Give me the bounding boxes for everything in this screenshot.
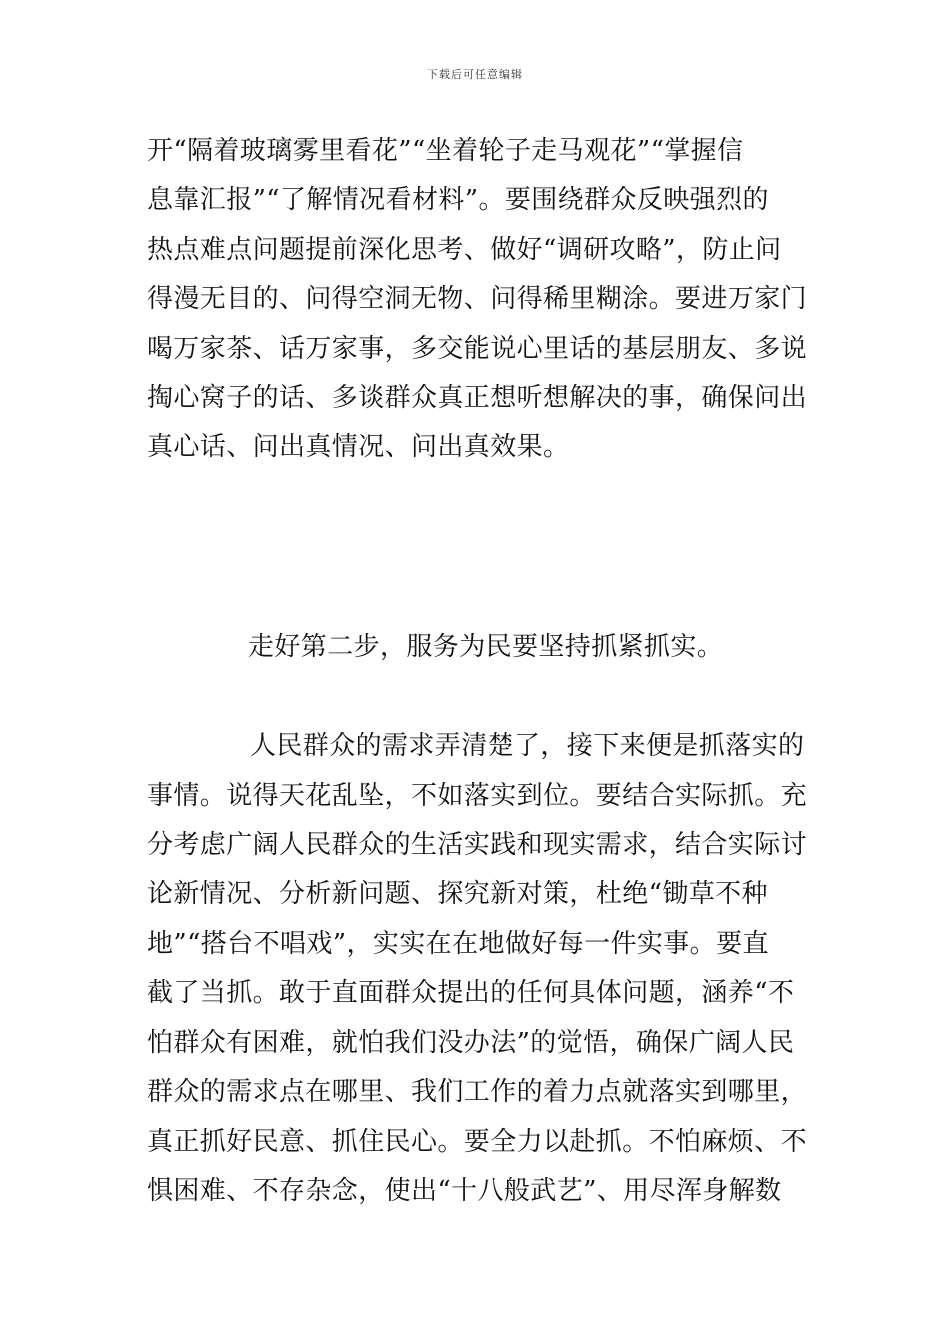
paragraph2-line: 分考虑广阔人民群众的生活实践和现实需求，结合实际讨 [147,830,808,860]
paragraph1-line: 得漫无目的、问得空洞无物、问得稀里糊涂。要进万家门 [147,284,808,314]
paragraph2-line: 事情。说得天花乱坠，不如落实到位。要结合实际抓。充 [147,781,808,811]
paragraph1-line: 热点难点问题提前深化思考、做好“调研攻略”，防止问 [147,235,782,265]
paragraph2-line: 怕群众有困难，就怕我们没办法”的觉悟，确保广阔人民 [147,1028,795,1058]
section-heading: 走好第二步，服务为民要坚持抓紧抓实。 [248,632,724,662]
paragraph1-line: 喝万家茶、话万家事，多交能说心里话的基层朋友、多说 [147,334,808,364]
paragraph2-line: 人民群众的需求弄清楚了，接下来便是抓落实的 [250,731,805,761]
paragraph1-line: 开“隔着玻璃雾里看花”“坐着轮子走马观花”“掌握信 [147,136,744,166]
paragraph2-line: 地”“搭台不唱戏”，实实在在地做好每一件实事。要直 [147,929,769,959]
paragraph2-line: 惧困难、不存杂念，使出“十八般武艺”、用尽浑身解数 [147,1176,782,1206]
paragraph1-line: 息靠汇报”“了解情况看材料”。要围绕群众反映强烈的 [147,185,769,215]
paragraph1-line: 真心话、问出真情况、问出真效果。 [147,432,570,462]
paragraph2-line: 论新情况、分析新问题、探究新对策，杜绝“锄草不种 [147,879,768,909]
paragraph2-line: 群众的需求点在哪里、我们工作的着力点就落实到哪里， [147,1077,808,1107]
page-header-note: 下载后可任意编辑 [427,68,523,81]
paragraph2-line: 真正抓好民意、抓住民心。要全力以赴抓。不怕麻烦、不 [147,1127,808,1157]
paragraph2-line: 截了当抓。敢于直面群众提出的任何具体问题，涵养“不 [147,978,795,1008]
paragraph1-line: 掏心窝子的话、多谈群众真正想听想解决的事，确保问出 [147,383,808,413]
